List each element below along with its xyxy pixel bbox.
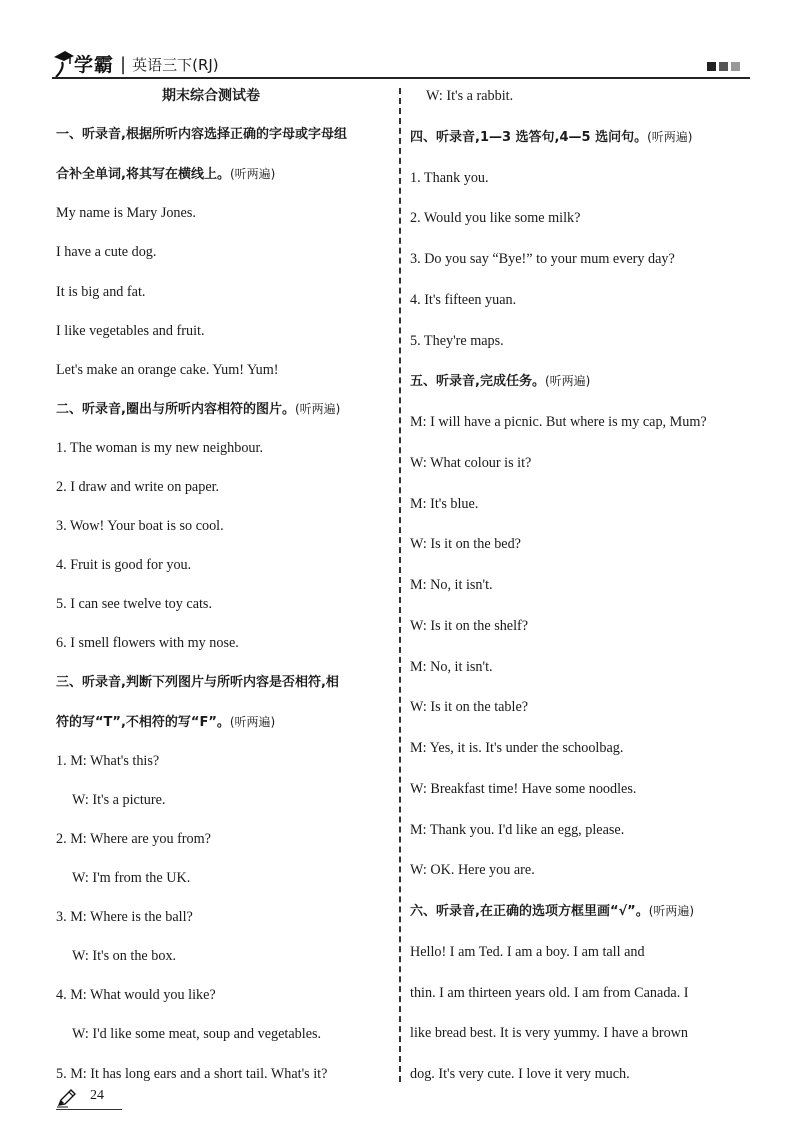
line-text: 二、听录音,圈出与所听内容相符的图片。 xyxy=(56,401,295,417)
text-line xyxy=(56,751,159,771)
line-text: 4. M: What would you like? xyxy=(56,987,216,1004)
text-line xyxy=(72,946,176,966)
section-heading xyxy=(56,399,340,420)
line-text: M: No, it isn't. xyxy=(410,658,493,675)
line-text: 2. Would you like some milk? xyxy=(410,210,581,227)
line-text: 一、听录音,根据所听内容选择正确的字母或字母组 xyxy=(56,127,347,143)
text-line xyxy=(410,249,675,269)
line-text: W: Is it on the shelf? xyxy=(410,617,529,634)
line-text: 5. They're maps. xyxy=(410,332,504,349)
paragraph-line xyxy=(410,942,645,962)
line-text: My name is Mary Jones. xyxy=(56,205,196,222)
line-text: 4. It's fifteen yuan. xyxy=(410,291,517,308)
line-text: W: It's a picture. xyxy=(72,791,166,808)
line-text: 三、听录音,判断下列图片与所听内容是否相符,相 xyxy=(56,674,339,690)
line-text: W: Is it on the table? xyxy=(410,699,529,716)
text-line xyxy=(426,86,513,106)
text-line xyxy=(410,534,521,554)
header-square xyxy=(731,62,740,71)
line-text: 5. I can see twelve toy cats. xyxy=(56,596,213,613)
line-text: M: No, it isn't. xyxy=(410,577,493,593)
text-line xyxy=(56,829,211,849)
line-text: W: It's a rabbit. xyxy=(426,88,514,104)
line-text: 2. M: Where are you from? xyxy=(56,830,211,847)
text-line xyxy=(410,860,535,880)
section-heading xyxy=(56,125,347,145)
text-line xyxy=(410,616,528,636)
listen-twice-note: (听两遍) xyxy=(229,167,276,182)
listen-twice-note: (听两遍) xyxy=(294,401,341,416)
text-line xyxy=(56,633,239,653)
page-number: 24 xyxy=(90,1088,104,1103)
line-text: 3. Wow! Your boat is so cool. xyxy=(56,518,224,535)
line-text: 四、听录音,1—3 选答句,4—5 选问句。 xyxy=(410,129,648,145)
text-line xyxy=(410,412,707,432)
text-line xyxy=(410,453,531,473)
line-text: W: Breakfast time! Have some noodles. xyxy=(410,780,637,797)
page-footer xyxy=(56,1086,122,1112)
paragraph-line xyxy=(410,1064,630,1084)
brand-logo xyxy=(52,44,219,78)
line-text: I have a cute dog. xyxy=(56,244,157,261)
line-text: dog. It's very cute. I love it very much. xyxy=(410,1066,630,1082)
line-text: like bread best. It is very yummy. I have a brown xyxy=(410,1025,689,1042)
text-line xyxy=(410,208,580,228)
line-text: 4. Fruit is good for you. xyxy=(56,557,192,574)
line-text: 符的写“T”,不相符的写“F”。 xyxy=(56,714,230,730)
line-text: 期末综合测试卷 xyxy=(162,88,260,104)
brand-name: 学霸 xyxy=(74,54,115,76)
page-title xyxy=(162,86,260,106)
text-line xyxy=(56,242,156,262)
line-text: W: It's on the box. xyxy=(72,948,177,965)
line-text: 6. I smell flowers with my nose. xyxy=(56,635,239,652)
line-text: 2. I draw and write on paper. xyxy=(56,479,220,495)
text-line xyxy=(410,168,489,188)
text-line xyxy=(410,575,493,595)
line-text: M: It's blue. xyxy=(410,495,479,512)
text-line xyxy=(72,868,190,888)
pencil-icon xyxy=(56,1088,78,1108)
text-line xyxy=(56,985,216,1005)
text-line xyxy=(72,790,165,810)
text-line xyxy=(56,321,205,341)
line-text: W: OK. Here you are. xyxy=(410,862,535,879)
header-square xyxy=(719,62,728,71)
section-heading xyxy=(56,712,275,733)
line-text: Let's make an orange cake. Yum! Yum! xyxy=(56,361,279,378)
text-line xyxy=(410,779,636,799)
line-text: 5. M: It has long ears and a short tail. What's it? xyxy=(56,1065,328,1082)
section-heading xyxy=(56,673,339,693)
line-text: 合补全单词,将其写在横线上。 xyxy=(56,167,230,183)
text-line xyxy=(410,657,493,677)
text-line xyxy=(410,290,516,310)
line-text: 1. Thank you. xyxy=(410,169,489,186)
line-text: 五、听录音,完成任务。 xyxy=(410,374,545,390)
text-line xyxy=(56,360,279,380)
listen-twice-note: (听两遍) xyxy=(544,374,591,389)
line-text: 3. M: Where is the ball? xyxy=(56,909,193,926)
line-text: W: Is it on the bed? xyxy=(410,536,521,553)
text-line xyxy=(410,697,528,717)
line-text: M: Yes, it is. It's under the schoolbag. xyxy=(410,740,624,756)
section-heading xyxy=(410,901,694,922)
text-line xyxy=(56,203,196,223)
paragraph-line xyxy=(410,983,689,1003)
line-text: 1. The woman is my new neighbour. xyxy=(56,439,264,456)
text-line xyxy=(56,1064,327,1084)
line-text: 六、听录音,在正确的选项方框里画“√”。 xyxy=(410,904,649,919)
line-text: W: I'm from the UK. xyxy=(72,870,191,886)
line-text: thin. I am thirteen years old. I am from Canada. I xyxy=(410,984,689,1001)
header-rule xyxy=(52,77,750,79)
text-line xyxy=(56,907,193,927)
graduation-cap-icon xyxy=(52,48,74,78)
footer-rule xyxy=(56,1109,122,1110)
line-text: M: Thank you. I'd like an egg, please. xyxy=(410,821,625,838)
line-text: It is big and fat. xyxy=(56,283,146,300)
listen-twice-note: (听两遍) xyxy=(648,904,695,918)
text-line xyxy=(56,594,212,614)
line-text: W: What colour is it? xyxy=(410,454,532,471)
header-squares xyxy=(707,62,740,71)
listen-twice-note: (听两遍) xyxy=(647,129,693,144)
text-line xyxy=(56,438,263,458)
paragraph-line xyxy=(410,1023,688,1043)
section-heading xyxy=(410,127,693,148)
line-text: M: I will have a picnic. But where is my cap, Mum? xyxy=(410,414,707,430)
page-header xyxy=(52,44,750,78)
header-square xyxy=(707,62,716,71)
book-title: 英语三下(RJ) xyxy=(132,56,219,74)
text-line xyxy=(410,494,478,514)
text-line xyxy=(56,516,224,536)
text-line xyxy=(56,477,219,497)
line-text: I like vegetables and fruit. xyxy=(56,322,205,339)
line-text: W: I'd like some meat, soup and vegetables. xyxy=(72,1026,322,1043)
line-text: Hello! I am Ted. I am a boy. I am tall and xyxy=(410,943,645,960)
column-divider xyxy=(399,88,401,1082)
text-line xyxy=(410,820,624,840)
text-line xyxy=(56,282,145,302)
header-separator: | xyxy=(120,54,127,75)
section-heading xyxy=(56,164,275,185)
line-text: 1. M: What's this? xyxy=(56,752,160,769)
listen-twice-note: (听两遍) xyxy=(229,714,276,729)
line-text: 3. Do you say “Bye!” to your mum every day? xyxy=(410,251,675,267)
section-heading xyxy=(410,371,590,392)
text-line xyxy=(72,1024,321,1044)
text-line xyxy=(410,331,504,351)
text-line xyxy=(410,738,623,758)
text-line xyxy=(56,555,191,575)
